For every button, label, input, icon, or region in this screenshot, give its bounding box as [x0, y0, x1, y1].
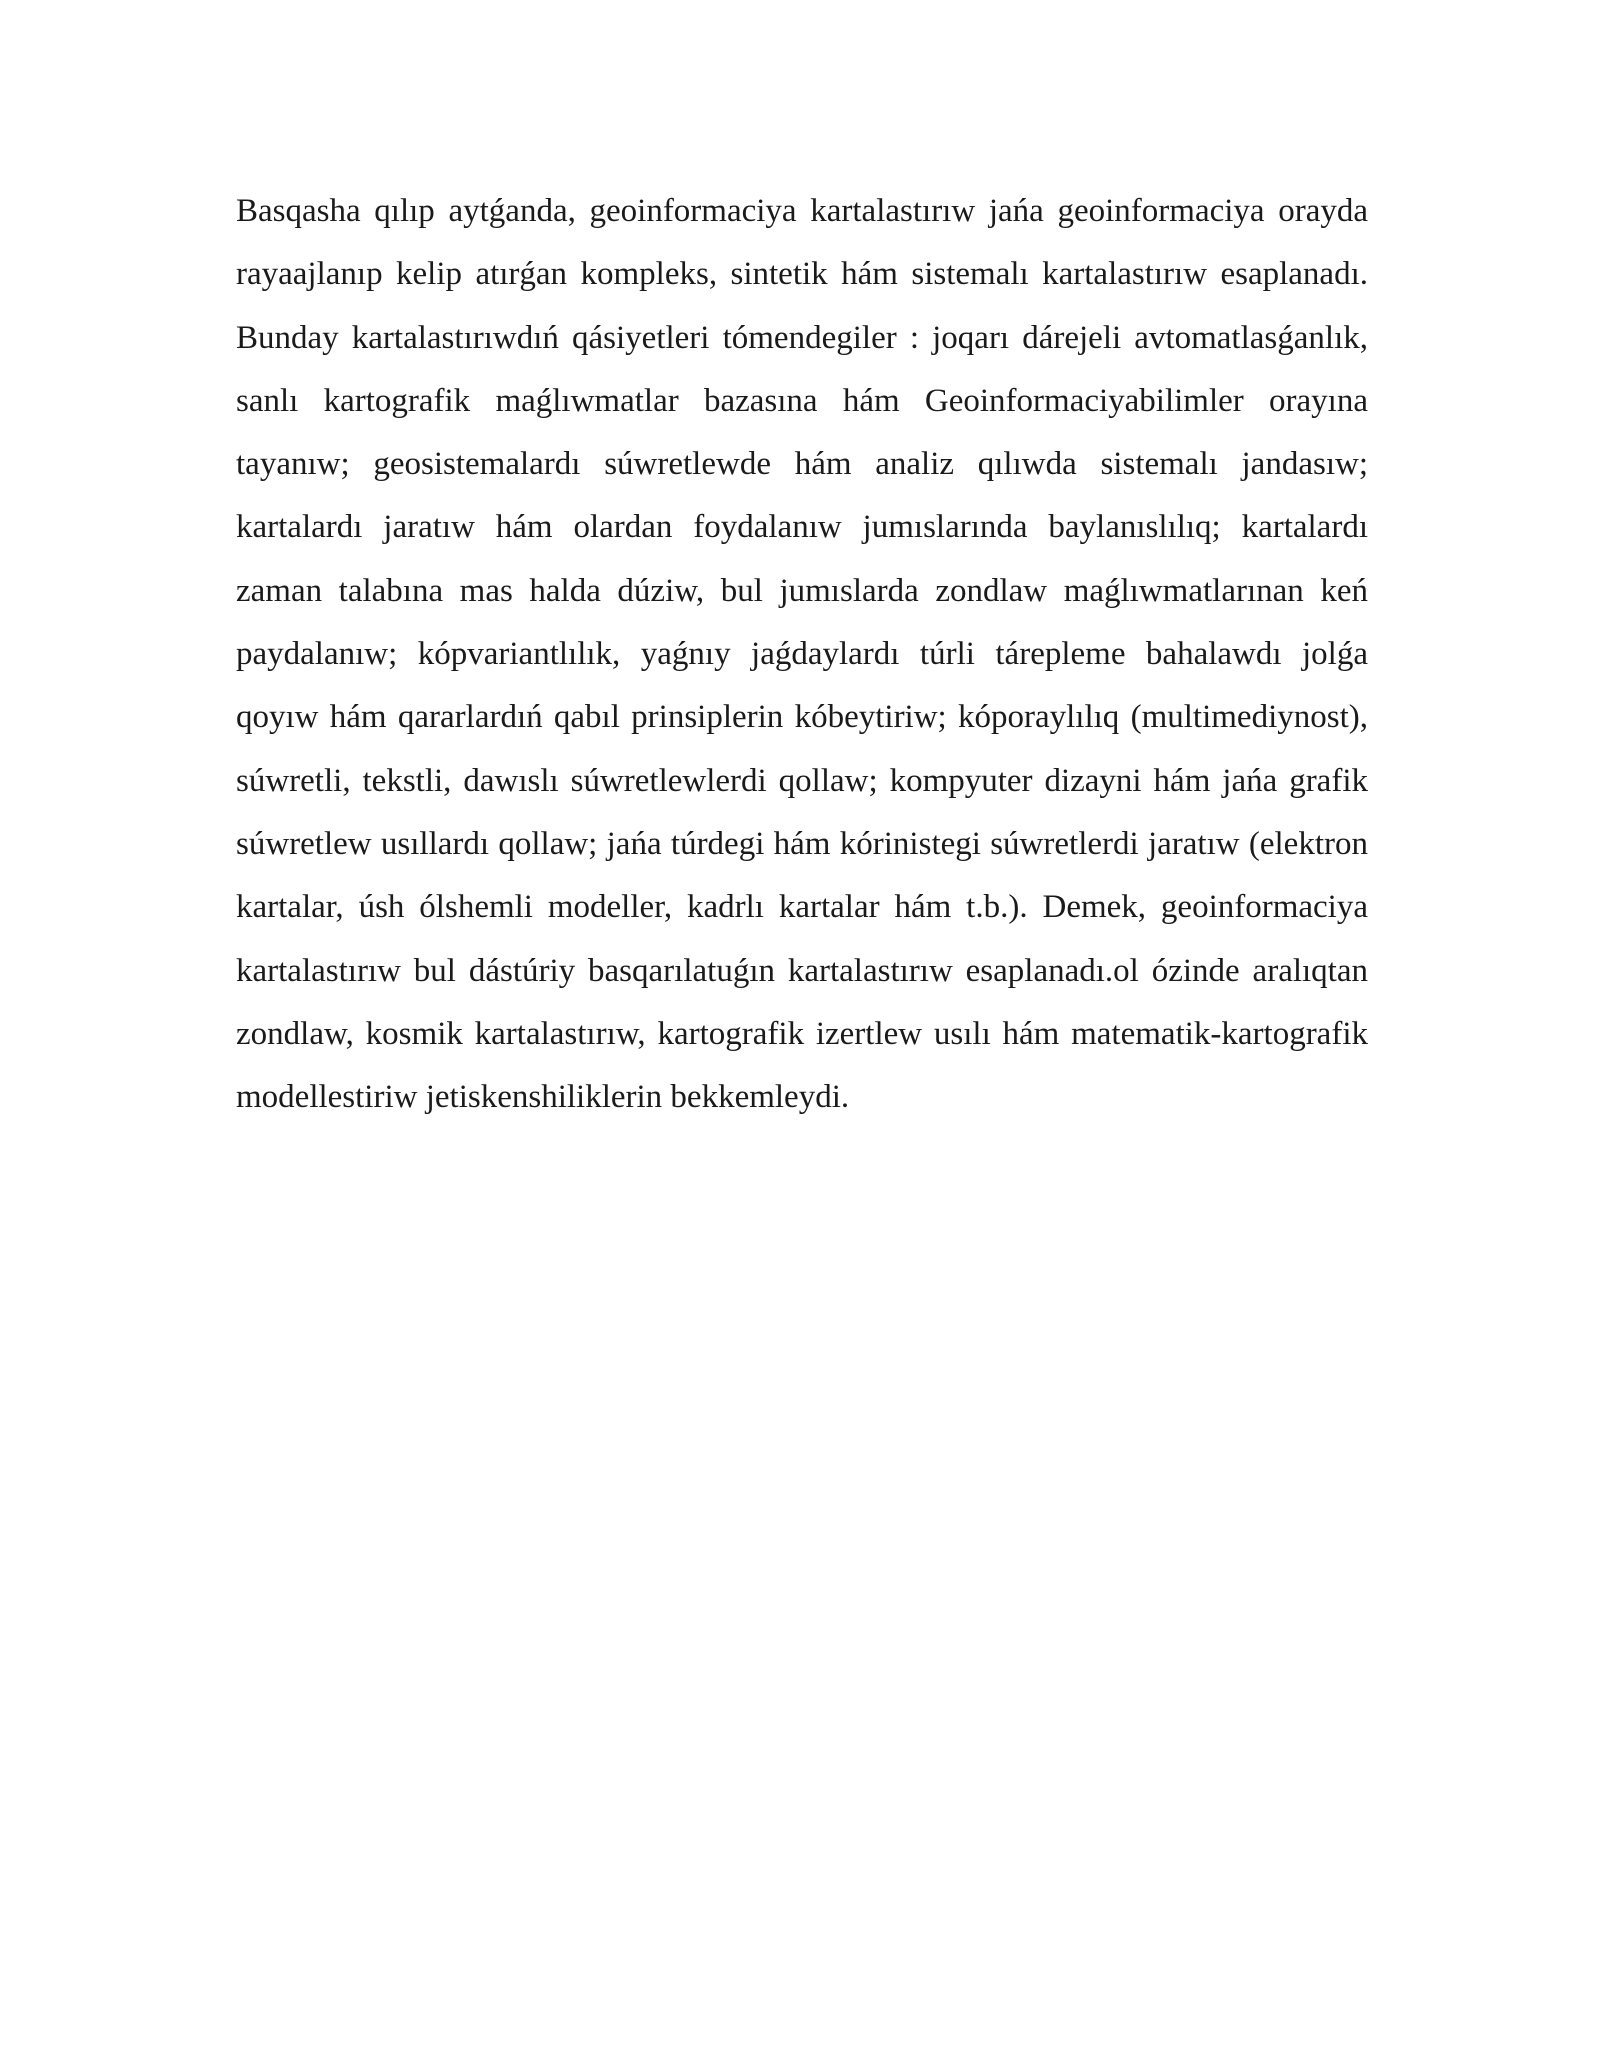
- body-paragraph: Basqasha qılıp aytǵanda, geoinformaciya kartalastırıw jańa geoinformaciya orayda rayaajlanıp kelip atırǵan kompleks, sintetik hám sistemalı kartalastırıw esaplanadı. Bunday kartalastırıwdıń qásiyetleri tómendegiler : joqarı dárejeli avtomatlasǵanlık, sanlı kartografik maǵlıwmatlar bazasına hám Geoinformaciyabilimler orayına tayanıw; geosistemalardı súwretlewde hám analiz qılıwda sistemalı jandasıw; kartalardı jaratıw hám olardan foydalanıw jumıslarında baylanıslılıq; kartalardı zaman talabına mas halda dúziw, bul jumıslarda zondlaw maǵlıwmatlarınan keń paydalanıw; kópvariantlılık, yaǵnıy jaǵdaylardı túrli tárepleme bahalawdı jolǵa qoyıw hám qararlardıń qabıl prinsiplerin kóbeytiriw; kóporaylılıq (multimediynost), súwretli, tekstli, dawıslı súwretlewlerdi qollaw; kompyuter dizayni hám jańa grafik súwretlew usıllardı qollaw; jańa túrdegi hám kórinistegi súwretlerdi jaratıw (elektron kartalar, úsh ólshemli modeller, kadrlı kartalar hám t.b.). Demek, geoinformaciya kartalastırıw bul dástúriy basqarılatuǵın kartalastırıw esaplanadı.ol ózinde aralıqtan zondlaw, kosmik kartalastırıw, kartografik izertlew usılı hám matematik-kartografik modellestiriw jetiskenshiliklerin bekkemleydi.: [236, 193, 1368, 1116]
